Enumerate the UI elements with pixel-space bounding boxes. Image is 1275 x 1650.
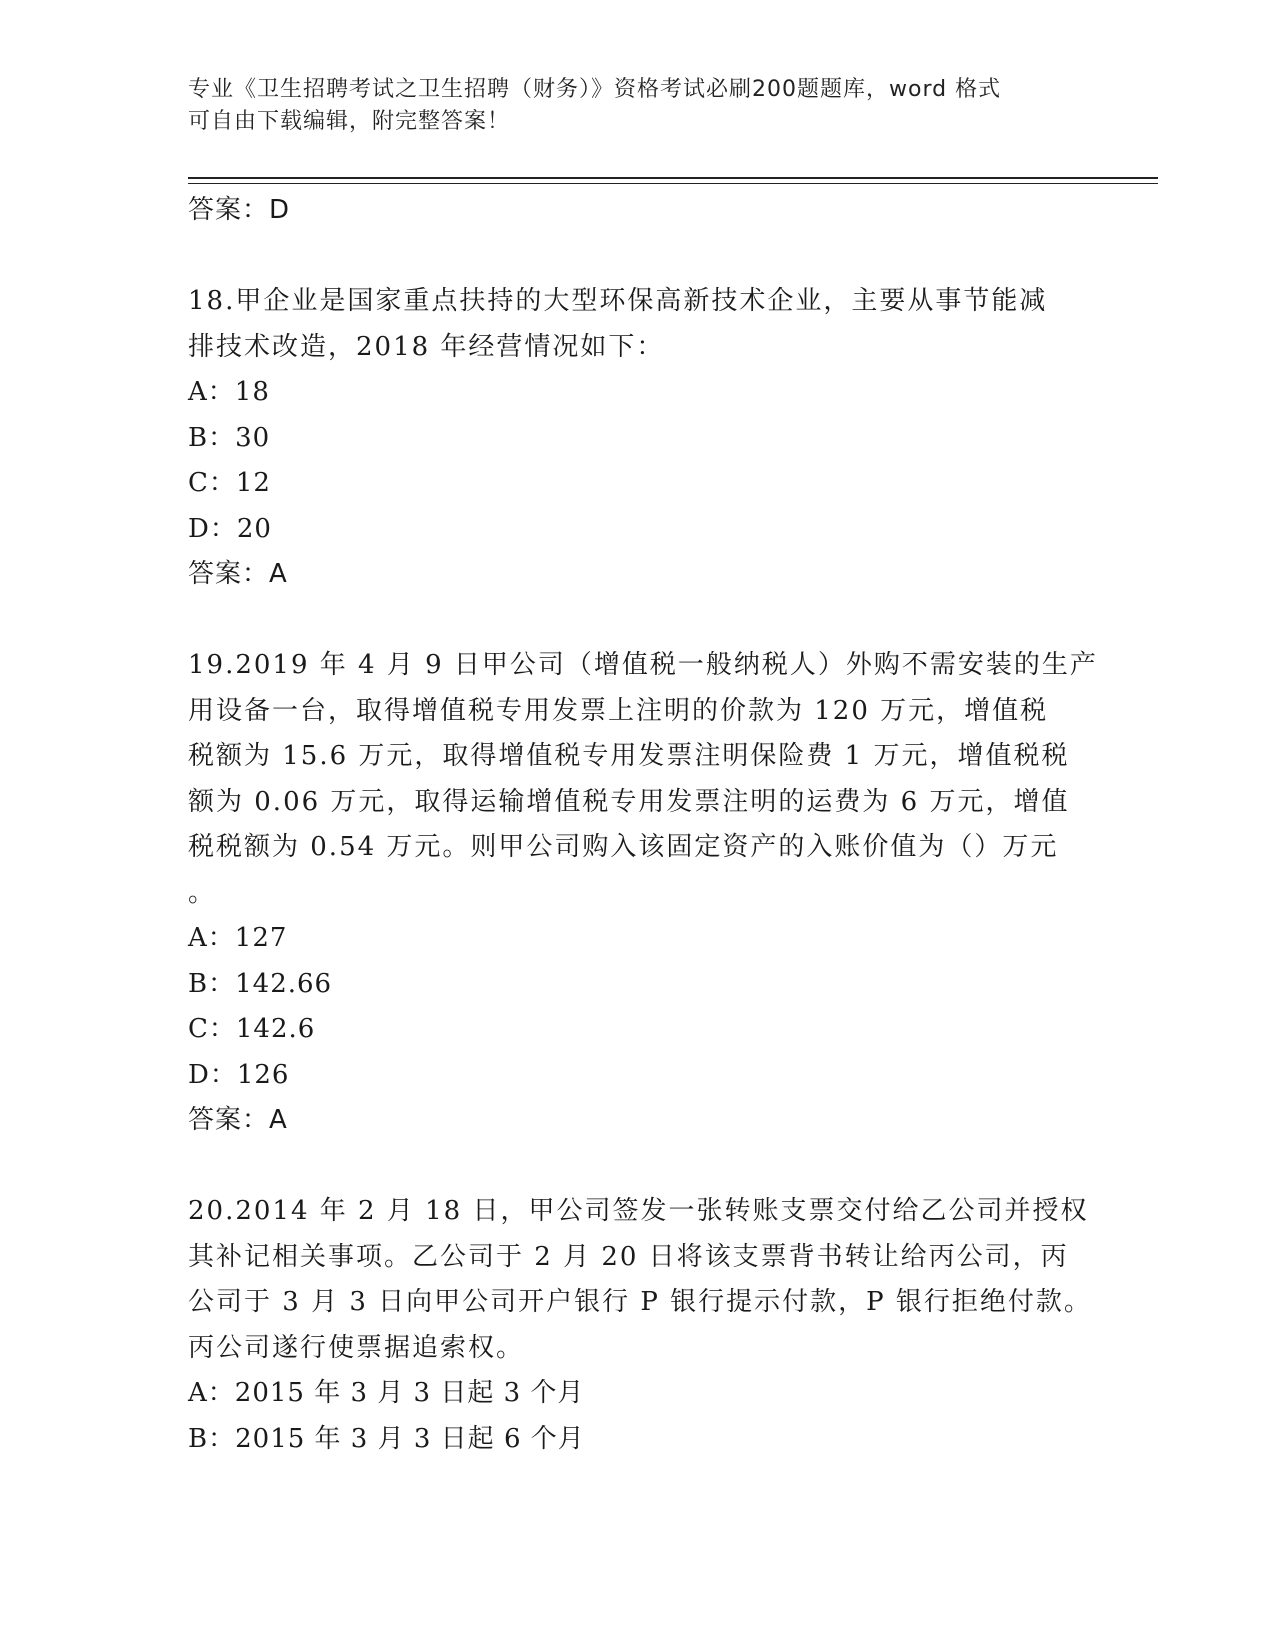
answer: 答案：A <box>188 559 288 589</box>
question-text-line: 税额为 15.6 万元，取得增值税专用发票注明保险费 1 万元，增值税税 <box>188 741 1070 771</box>
document-body <box>188 188 1098 1462</box>
question-text-line: 排技术改造，2018 年经营情况如下： <box>188 331 665 362</box>
option-b: B：142.66 <box>188 968 333 999</box>
question-text-line: 20.2014 年 2 月 18 日，甲公司签发一张转账支票交付给乙公司并授权 <box>188 1196 1089 1226</box>
question-text-line: 19.2019 年 4 月 9 日甲公司（增值税一般纳税人）外购不需安装的生产 <box>188 650 1098 680</box>
question-text-line: 丙公司遂行使票据追索权。 <box>188 1332 525 1363</box>
option-a: A：2015 年 3 月 3 日起 3 个月 <box>188 1378 585 1408</box>
previous-answer: 答案：D <box>188 195 291 225</box>
question-text-line: 税税额为 0.54 万元。则甲公司购入该固定资产的入账价值为（）万元 <box>188 832 1059 862</box>
answer: 答案：A <box>188 1105 288 1135</box>
header-line-1: 专业《卫生招聘考试之卫生招聘（财务）》资格考试必刷200题题库，word 格式 <box>188 77 1002 102</box>
option-a: A：18 <box>188 377 270 407</box>
option-d: D：20 <box>188 513 272 544</box>
question-20 <box>188 1189 1092 1462</box>
question-text-line: 18.甲企业是国家重点扶持的大型环保高新技术企业，主要从事节能减 <box>188 286 1048 316</box>
spacer <box>188 234 1078 280</box>
question-text-line: 公司于 3 月 3 日向甲公司开户银行 P 银行提示付款，P 银行拒绝付款。 <box>188 1287 1092 1317</box>
header-line-2: 可自由下载编辑，附完整答案！ <box>188 109 511 134</box>
spacer <box>188 598 1078 644</box>
spacer <box>188 1144 1078 1190</box>
option-d: D：126 <box>188 1059 290 1090</box>
question-text-line: 用设备一台，取得增值税专用发票上注明的价款为 120 万元，增值税 <box>188 695 1049 726</box>
option-b: B：30 <box>188 422 271 453</box>
header-divider <box>188 177 1158 179</box>
header-divider-thin <box>188 183 1158 184</box>
option-a: A：127 <box>188 923 288 953</box>
option-c: C：142.6 <box>188 1014 316 1044</box>
option-b: B：2015 年 3 月 3 日起 6 个月 <box>188 1423 585 1454</box>
option-c: C：12 <box>188 468 271 498</box>
question-text-line: 额为 0.06 万元，取得运输增值税专用发票注明的运费为 6 万元，增值 <box>188 786 1070 817</box>
page-header <box>188 74 1078 138</box>
question-text-line: 其补记相关事项。乙公司于 2 月 20 日将该支票背书转让给丙公司，丙 <box>188 1241 1069 1272</box>
question-18 <box>188 279 1078 598</box>
question-text-line: 。 <box>188 877 217 908</box>
question-19 <box>188 643 1098 1144</box>
